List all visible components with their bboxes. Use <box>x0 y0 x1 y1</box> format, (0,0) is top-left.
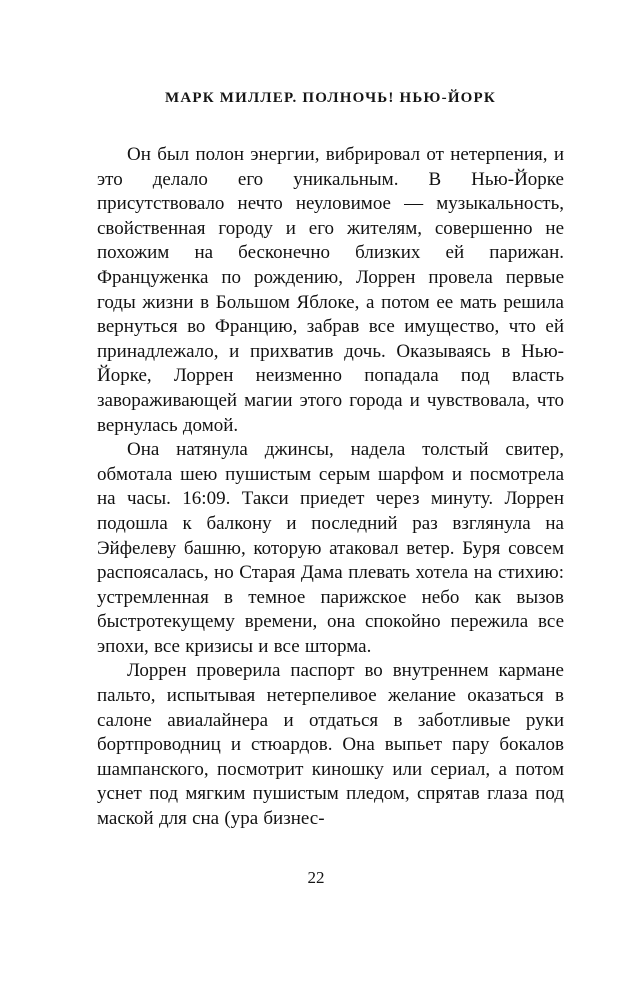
paragraph: Лоррен проверила паспорт во внутреннем кармане пальто, испытывая нетерпеливое желание оказаться в салоне авиалайнера и отдаться в заботливые руки бортпроводниц и стюардов. Она выпьет пару бокалов шампанского, посмотрит киношку или сериал, а потом уснет под мягким пушистым пледом, спрятав глаза под маской для сна (ура бизнес- <box>97 660 564 830</box>
running-header: МАРК МИЛЛЕР. ПОЛНОЧЬ! НЬЮ-ЙОРК <box>165 90 496 106</box>
paragraph: Он был полон энергии, вибрировал от нетерпения, и это делало его уникальным. В Нью-Йорке присутствовало нечто неуловимое — музыкальность, свойственная городу и его жителям, совершенно не похожим на бесконечно близких ей парижан. Француженка по рождению, Лоррен провела первые годы жизни в Большом Яблоке, а потом ее мать решила вернуться во Францию, забрав все имущество, что ей принадлежало, и прихватив дочь. Оказываясь в Нью-Йорке, Лоррен неизменно попадала под власть завораживающей магии этого города и чувствовала, что вернулась домой. <box>97 144 564 436</box>
page-number: 22 <box>307 868 325 887</box>
page-body-text <box>97 143 564 832</box>
paragraph: Она натянула джинсы, надела толстый свитер, обмотала шею пушистым серым шарфом и посмотрела на часы. 16:09. Такси приедет через минуту. Лоррен подошла к балкону и последний раз взглянула на Эйфелеву башню, которую атаковал ветер. Буря совсем распоясалась, но Старая Дама плевать хотела на стихию: устремленная в темное парижское небо как вызов быстротекущему времени, она спокойно пережила все эпохи, все кризисы и все шторма. <box>97 439 564 657</box>
